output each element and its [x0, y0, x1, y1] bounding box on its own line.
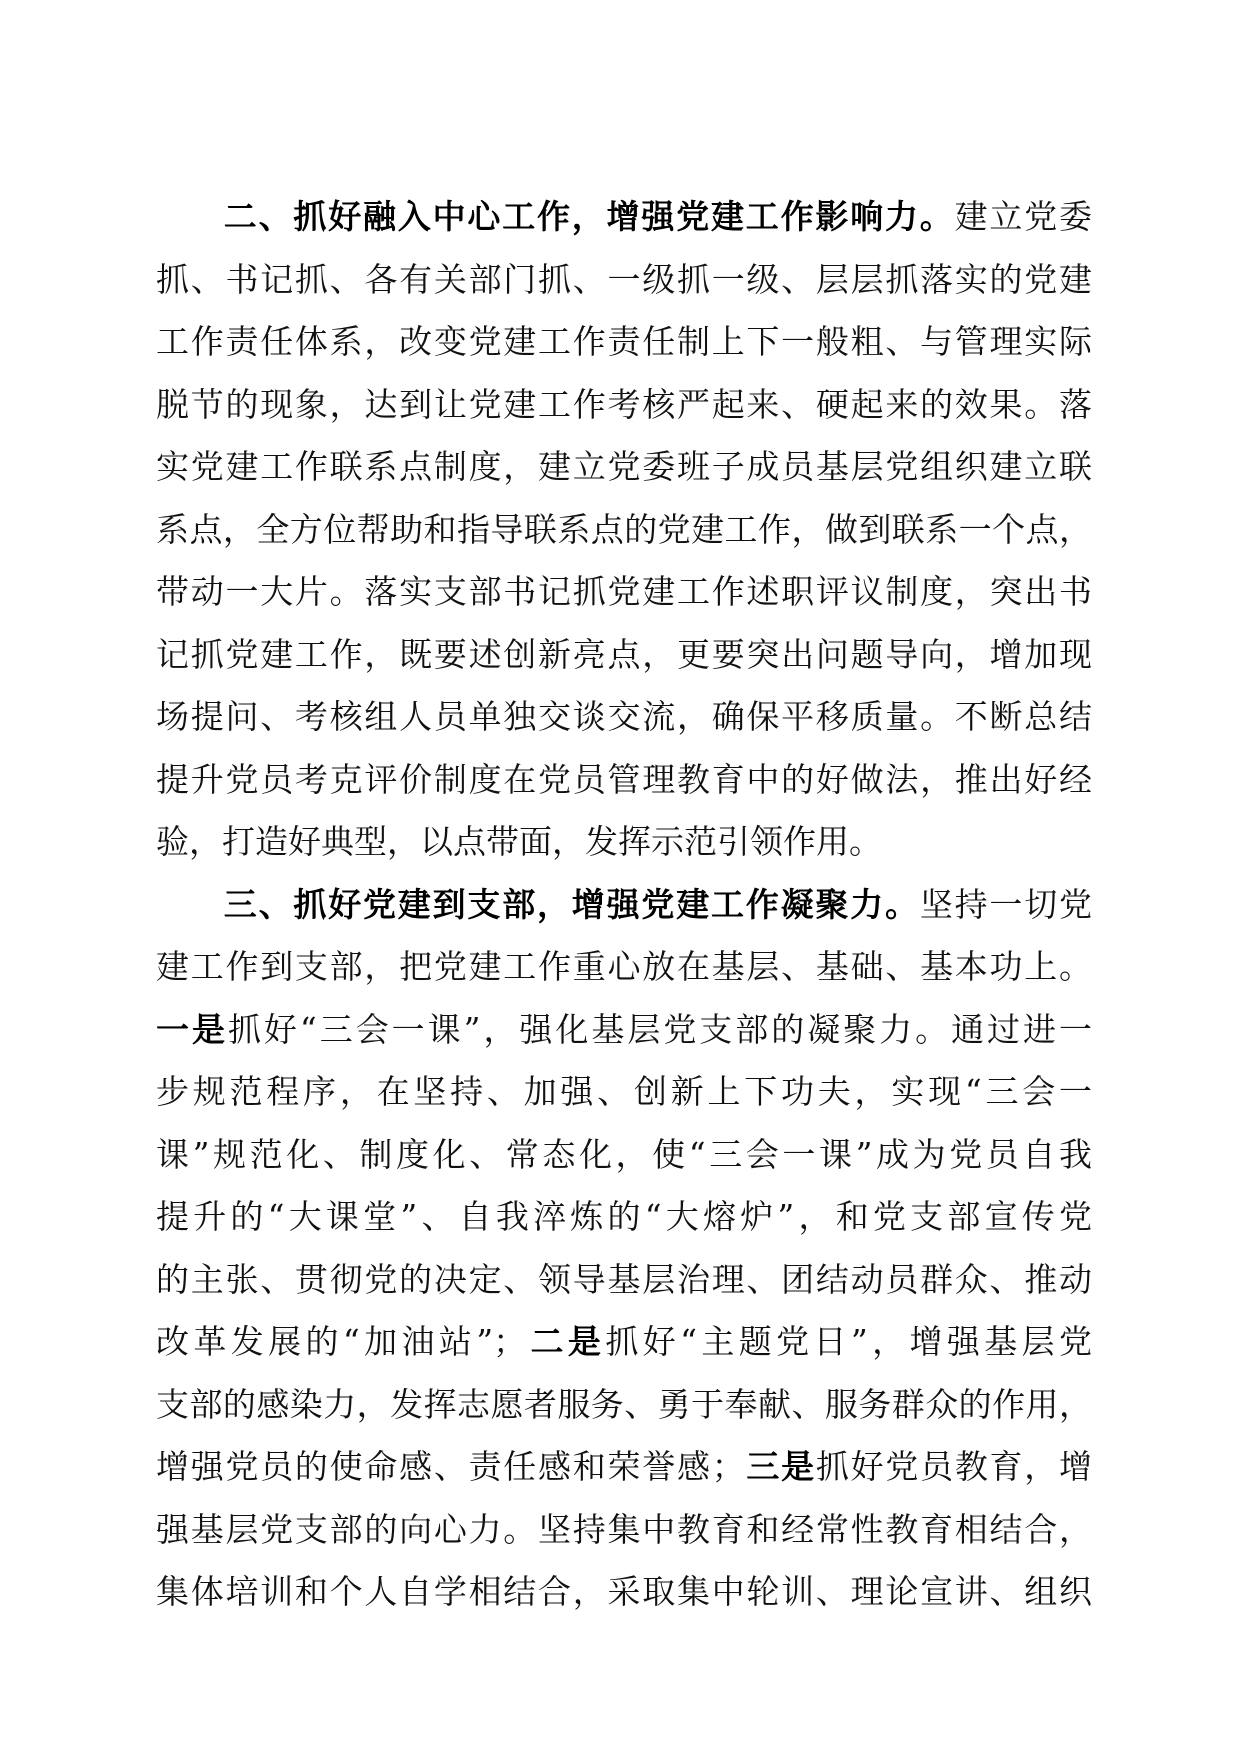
text-line: 带动一大片。落实支部书记抓党建工作述职评议制度，突出书: [156, 572, 1092, 611]
section2-line1-text: 建立党委: [954, 197, 1093, 236]
text-line: 实党建工作联系点制度，建立党委班子成员基层党组织建立联: [156, 447, 1092, 486]
point3-pre-text: 增强党员的使命感、责任感和荣誉感；: [156, 1447, 745, 1486]
point3-text: 抓好党员教育，增: [815, 1447, 1093, 1486]
section3-first-line: [156, 874, 1092, 937]
text-line: 集体培训和个人自学相结合，采取集中轮训、理论宣讲、组织: [156, 1572, 1092, 1611]
point2-label: 二是: [526, 1322, 606, 1361]
point3-label: 三是: [744, 1447, 816, 1486]
point2-line: [156, 1311, 1092, 1374]
text-line: 支部的感染力，发挥志愿者服务、勇于奉献、服务群众的作用，: [156, 1384, 1092, 1424]
point1-text: 抓好“三会一课”，强化基层党支部的凝聚力。通过进一: [227, 1009, 1093, 1049]
text-line: 建工作到支部，把党建工作重心放在基层、基础、基本功上。: [156, 947, 1092, 986]
text-line: 场提问、考核组人员单独交谈交流，确保平移质量。不断总结: [156, 697, 1092, 736]
point3-line: [156, 1436, 1092, 1499]
document-body: [156, 186, 1092, 1624]
text-line: 记抓党建工作，既要述创新亮点，更要突出问题导向，增加现: [156, 634, 1092, 674]
text-line: 课”规范化、制度化、常态化，使“三会一课”成为党员自我: [156, 1134, 1092, 1174]
text-line: 抓、书记抓、各有关部门抓、一级抓一级、层层抓落实的党建: [156, 259, 1092, 299]
text-line: 系点，全方位帮助和指导联系点的党建工作，做到联系一个点，: [156, 509, 1092, 549]
point2-pre-text: 改革发展的“加油站”；: [156, 1322, 527, 1361]
point1-label: 一是: [156, 1009, 228, 1049]
section2-heading: 二、抓好融入中心工作，增强党建工作影响力。: [222, 197, 955, 236]
text-line-last: 验，打造好典型，以点带面，发挥示范引领作用。: [156, 822, 882, 861]
text-line: 提升党员考克评价制度在党员管理教育中的好做法，推出好经: [156, 759, 1092, 799]
text-line: 强基层党支部的向心力。坚持集中教育和经常性教育相结合，: [156, 1509, 1092, 1549]
point1-line: [156, 999, 1092, 1062]
text-line: 工作责任体系，改变党建工作责任制上下一般粗、与管理实际: [156, 322, 1092, 361]
section3-line1-text: 坚持一切党: [919, 884, 1093, 924]
section3-heading: 三、抓好党建到支部，增强党建工作凝聚力。: [222, 884, 920, 924]
point2-text: 抓好“主题党日”，增强基层党: [605, 1322, 1092, 1361]
text-line: 脱节的现象，达到让党建工作考核严起来、硬起来的效果。落: [156, 384, 1092, 424]
text-line: 提升的“大课堂”、自我淬炼的“大熔炉”，和党支部宣传党: [156, 1197, 1092, 1236]
section2-first-line: [156, 186, 1092, 249]
text-line: 步规范程序，在坚持、加强、创新上下功夫，实现“三会一: [156, 1072, 1092, 1111]
text-line: 的主张、贯彻党的决定、领导基层治理、团结动员群众、推动: [156, 1259, 1092, 1299]
